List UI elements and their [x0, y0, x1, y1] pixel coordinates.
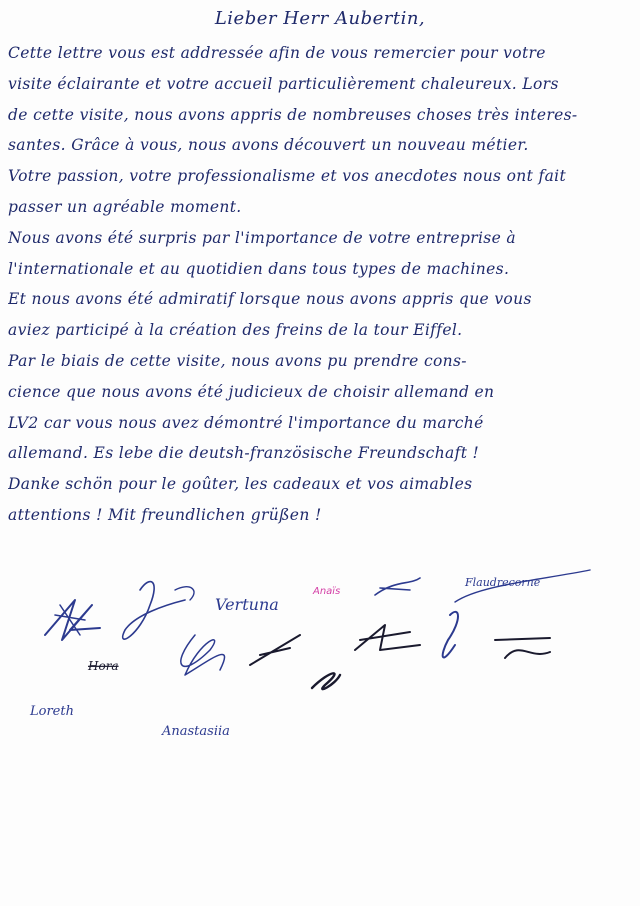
signatures-area — [0, 560, 640, 760]
letter-line: LV2 car vous nous avez démontré l'importance du marché — [8, 413, 484, 432]
signature-scribble — [250, 635, 300, 665]
signature-scribble — [495, 638, 550, 658]
letter-line: santes. Grâce à vous, nous avons découvert un nouveau métier. — [8, 136, 529, 155]
letter-line: Nous avons été surpris par l'importance de votre entreprise à — [8, 228, 516, 247]
signature-name: Flaudrecorne — [465, 576, 541, 589]
signature-scribble — [175, 587, 194, 600]
letter-line: cience que nous avons été judicieux de choisir allemand en — [8, 382, 495, 401]
signature-name: Anaïs — [313, 586, 341, 597]
letter-body — [8, 38, 633, 531]
signature-name: Anastasiia — [162, 724, 230, 739]
letter-line: Par le biais de cette visite, nous avons pu prendre cons- — [8, 351, 467, 370]
signatures-drawing — [0, 560, 640, 760]
signature-scribble — [375, 578, 420, 595]
signature-scribble — [181, 635, 225, 675]
letter-line: passer un agréable moment. — [8, 197, 242, 216]
letter-line: de cette visite, nous avons appris de nombreuses choses très interes- — [8, 105, 578, 124]
letter-line: attentions ! Mit freundlichen grüßen ! — [8, 505, 322, 524]
letter-line: Cette lettre vous est addressée afin de vous remercier pour votre — [8, 44, 546, 62]
signature-name: Loreth — [30, 704, 74, 719]
signature-scribble — [45, 600, 100, 640]
letter-line: allemand. Es lebe die deutsh-französische Freundschaft ! — [8, 444, 480, 463]
letter-salutation: Lieber Herr Aubertin, — [214, 8, 426, 29]
letter-line: Et nous avons été admiratif lorsque nous avons appris que vous — [8, 290, 532, 309]
signature-name: Hora — [88, 659, 119, 673]
letter-line: l'internationale et au quotidien dans tous types de machines. — [8, 259, 510, 278]
letter-line: visite éclairante et votre accueil particulièrement chaleureux. Lors — [8, 74, 559, 93]
signature-name: Vertuna — [215, 595, 279, 614]
letter-line: aviez participé à la création des freins de la tour Eiffel. — [8, 321, 463, 340]
letter-line: Danke schön pour le goûter, les cadeaux et vos aimables — [8, 475, 473, 494]
signature-scribble — [443, 612, 458, 658]
signature-scribble — [312, 673, 340, 689]
letter-line: Votre passion, votre professionalisme et vos anecdotes nous ont fait — [8, 167, 567, 186]
signature-scribble — [355, 625, 420, 650]
